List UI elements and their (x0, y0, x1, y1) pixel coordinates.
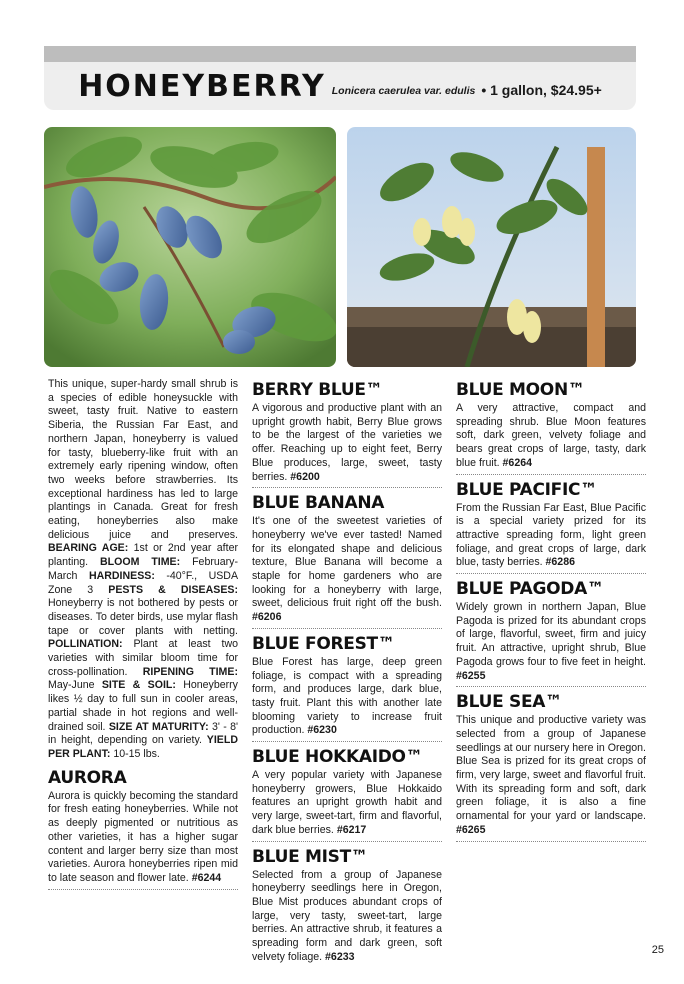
hardiness-label: HARDINESS: (88, 569, 155, 582)
variety-name-berry-blue: BERRY BLUE™ (252, 380, 383, 400)
pollination-text: Plant at least two varieties with similar bloom time for cross-pollination. (48, 638, 238, 678)
variety-name-blue-sea: BLUE SEA™ (456, 692, 562, 713)
divider (252, 487, 442, 488)
sku: #6206 (252, 611, 282, 624)
sku: #6286 (545, 556, 575, 569)
desc-text: Widely grown in northern Japan, Blue Pagoda is prized for its abundant crops of large, flavorful, sweet, firm and juicy fruit. An attractive, upright shrub, Blue Pagoda grows four to five feet in height. (456, 601, 646, 668)
bloom-label: BLOOM TIME: (99, 556, 181, 569)
site-label: SITE & SOIL: (101, 679, 176, 692)
yield-text: 10-15 lbs. (113, 747, 160, 760)
divider (252, 628, 442, 629)
variety-name-blue-forest: BLUE FOREST™ (252, 633, 395, 654)
pests-text: Honeyberry is not bothered by pests or diseases. To deter birds, use mylar flash tape or cover plants with netting. (48, 597, 238, 637)
divider (456, 573, 646, 574)
bloom-text: February-March (48, 556, 238, 582)
sku: #6255 (456, 669, 486, 682)
page-number: 25 (651, 944, 664, 956)
berries-photo (44, 127, 336, 367)
column-3 (456, 378, 646, 847)
column-2 (252, 378, 442, 965)
divider (252, 741, 442, 742)
variety-desc-blue-forest (252, 656, 442, 738)
variety-desc-blue-moon (456, 402, 646, 471)
variety-name-blue-pacific: BLUE PACIFIC™ (456, 479, 597, 500)
divider (252, 841, 442, 842)
ripening-text: May-June (48, 679, 95, 692)
desc-text: It's one of the sweetest varieties of honeyberry we've ever tasted! Named for its elongated shape and delicious texture, Blue Banana will become a staple for home gardeners who are looking for a honeyberry with large, sweet, delicious fruit right off the bush. (252, 515, 442, 610)
pests-label: PESTS & DISEASES: (108, 583, 238, 596)
variety-desc-blue-pagoda (456, 601, 646, 683)
desc-text: A very attractive, compact and spreading shrub. Blue Moon features soft, dark green, velvety foliage and bears great crops of large, tasty, dark blue fruit. (456, 402, 646, 469)
yield-label: YIELD PER PLANT: (48, 734, 238, 760)
intro-paragraph (48, 378, 238, 762)
sku: #6233 (325, 950, 355, 963)
sku: #6264 (502, 456, 532, 469)
intro-text: This unique, super-hardy small shrub is a species of edible honeysuckle with sweet, tasty fruit. Native to eastern Siberia, the Russian Far East, and northern Japan, honeyberry is valued for tasty, blueberry-like fruit with an extremely early ripening window, often two weeks before strawberries. Its exceptional hardiness has led to large plantings in Canada. Great for fresh eating, honeyberries also make delicious juice and preserves. (48, 378, 238, 541)
flowers-photo (347, 127, 636, 367)
bearing-text: 1st or 2nd year after planting. (48, 542, 238, 569)
variety-name-aurora: AURORA (48, 767, 127, 788)
size-text: 3' - 8' in height, depending on variety. (48, 720, 239, 747)
column-1 (48, 378, 238, 895)
site-text: Honeyberry likes ½ day to full sun in cooler areas, partial shade in hot regions and well-drained soil. (48, 679, 238, 733)
variety-name-blue-pagoda: BLUE PAGODA™ (456, 579, 604, 600)
header-bar (44, 46, 636, 62)
sku: #6200 (290, 470, 320, 483)
variety-desc-berry-blue (252, 402, 442, 484)
desc-text: From the Russian Far East, Blue Pacific is a special variety prized for its attractive spreading form, light green foliage, and great crops of large, dark blue, tasty berries. (456, 501, 646, 569)
divider (456, 686, 646, 687)
desc-text: Blue Forest has large, deep green foliage, is compact with a spreading form, and produces large, dark blue, tasty fruit. Plant this with another late blooming variety to increase fruit production. (252, 655, 442, 737)
desc-text: A very popular variety with Japanese honeyberry growers, Blue Hokkaido features an upright growth habit and very large, sweet-tart, firm and flavorful, dark blue berries. (252, 769, 442, 836)
desc-text: Aurora is quickly becoming the standard for fresh eating honeyberries. While not as deeply pigmented or nutritious as other varieties, it has a higher sugar content and larger berry size than most varieties. Aurora honeyberries ripen mid to late season and flower late. (48, 789, 238, 884)
divider (48, 889, 238, 890)
sku: #6217 (336, 823, 367, 836)
desc-text: A vigorous and productive plant with an upright growth habit, Berry Blue grows to be the largest of the varieties we offer. Reaching up to eight feet, Berry Blue produces, large, sweet, tasty berries. (252, 402, 442, 483)
sku: #6265 (456, 823, 486, 836)
divider (456, 841, 646, 842)
section-header (44, 62, 636, 110)
desc-text: This unique and productive variety was selected from a group of Japanese seedlings at our nursery here in Oregon. Blue Sea is prized for its great crops of firm, very large, sweet and flavorful fruit. With its spreading form and soft, dark green foliage, it is also a fine ornamental for your yard or landscape. (456, 714, 646, 823)
price-label: • 1 gallon, $24.95+ (481, 82, 602, 98)
ripening-label: RIPENING TIME: (142, 665, 238, 678)
variety-name-blue-moon: BLUE MOON™ (456, 380, 585, 400)
variety-name-blue-banana: BLUE BANANA (252, 493, 385, 514)
sku: #6230 (307, 724, 337, 737)
desc-text: Selected from a group of Japanese honeyberry seedlings here in Oregon, Blue Mist produces abundant crops of large, very tasty, sweet-tart, large berries. An attractive shrub, it features a spreading form and dark green, soft velvety foliage. (252, 868, 442, 963)
variety-desc-blue-mist (252, 869, 442, 965)
variety-desc-aurora (48, 790, 238, 886)
variety-desc-blue-sea (456, 714, 646, 837)
hardiness-text: -40°F., USDA Zone 3 (48, 569, 239, 596)
sku: #6244 (191, 871, 222, 884)
pollination-label: POLLINATION: (48, 638, 123, 651)
bearing-label: BEARING AGE: (48, 542, 129, 555)
variety-desc-blue-banana (252, 515, 442, 625)
variety-desc-blue-hokkaido (252, 769, 442, 838)
variety-desc-blue-pacific (456, 502, 646, 571)
variety-name-blue-mist: BLUE MIST™ (252, 846, 368, 867)
size-label: SIZE AT MATURITY: (108, 720, 209, 733)
divider (456, 474, 646, 475)
page-title: HONEYBERRY (78, 68, 326, 104)
latin-name: Lonicera caerulea var. edulis (331, 85, 476, 97)
variety-name-blue-hokkaido: BLUE HOKKAIDO™ (252, 747, 423, 768)
